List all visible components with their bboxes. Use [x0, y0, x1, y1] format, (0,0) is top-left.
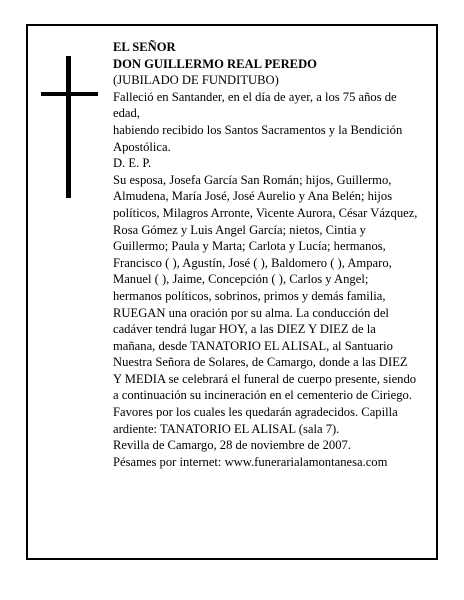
deceased-title: EL SEÑOR — [113, 40, 176, 54]
condolences-website: Pésames por internet: www.funerarialamontanesa.com — [113, 454, 388, 469]
deceased-name: DON GUILLERMO REAL PEREDO — [113, 56, 317, 71]
place-date: Revilla de Camargo, 28 de noviembre de 2007. — [113, 438, 351, 453]
cross-horizontal-bar — [41, 92, 98, 96]
death-statement: Falleció en Santander, en el día de ayer, a los 75 años de edad, — [113, 89, 397, 121]
funeral-details: RUEGAN una oración por su alma. La conducción del cadáver tendrá lugar HOY, a las DIEZ Y DIEZ de la mañana, desde TANATORIO EL ALISAL, al Santuario Nuestra Señora de Solares, de Camargo, donde a las DIEZ Y MEDIA se celebrará el funeral de cuerpo presente, siendo a continuación su incineración en el cementerio de Ciriego. Favores por los cuales les quedarán agradecidos. Capilla ardiente: TANATORIO EL ALISAL (sala 7). — [113, 305, 417, 436]
sacraments-statement: habiendo recibido los Santos Sacramentos y la Bendición Apostólica. — [113, 122, 403, 154]
obituary-text — [113, 39, 418, 470]
deceased-occupation: (JUBILADO DE FUNDITUBO) — [113, 73, 279, 88]
rip-line: D. E. P. — [113, 156, 152, 171]
family-list: Su esposa, Josefa García San Román; hijos, Guillermo, Almudena, María José, José Aurelio y Ana Belén; hijos políticos, Milagros Arronte, Vicente Aurora, César Vázquez, Rosa Gómez y Luis Angel García; nietos, Cintia y Guillermo; Paula y Marta; Carlota y Lucía; hermanos, Francisco ( ), Agustín, José ( ), Baldomero ( ), Amparo, Manuel ( ), Jaime, Concepción ( ), Carlos y Angel; hermanos políticos, sobrinos, primos y demás familia, — [113, 172, 418, 303]
cross-vertical-bar — [66, 56, 71, 198]
